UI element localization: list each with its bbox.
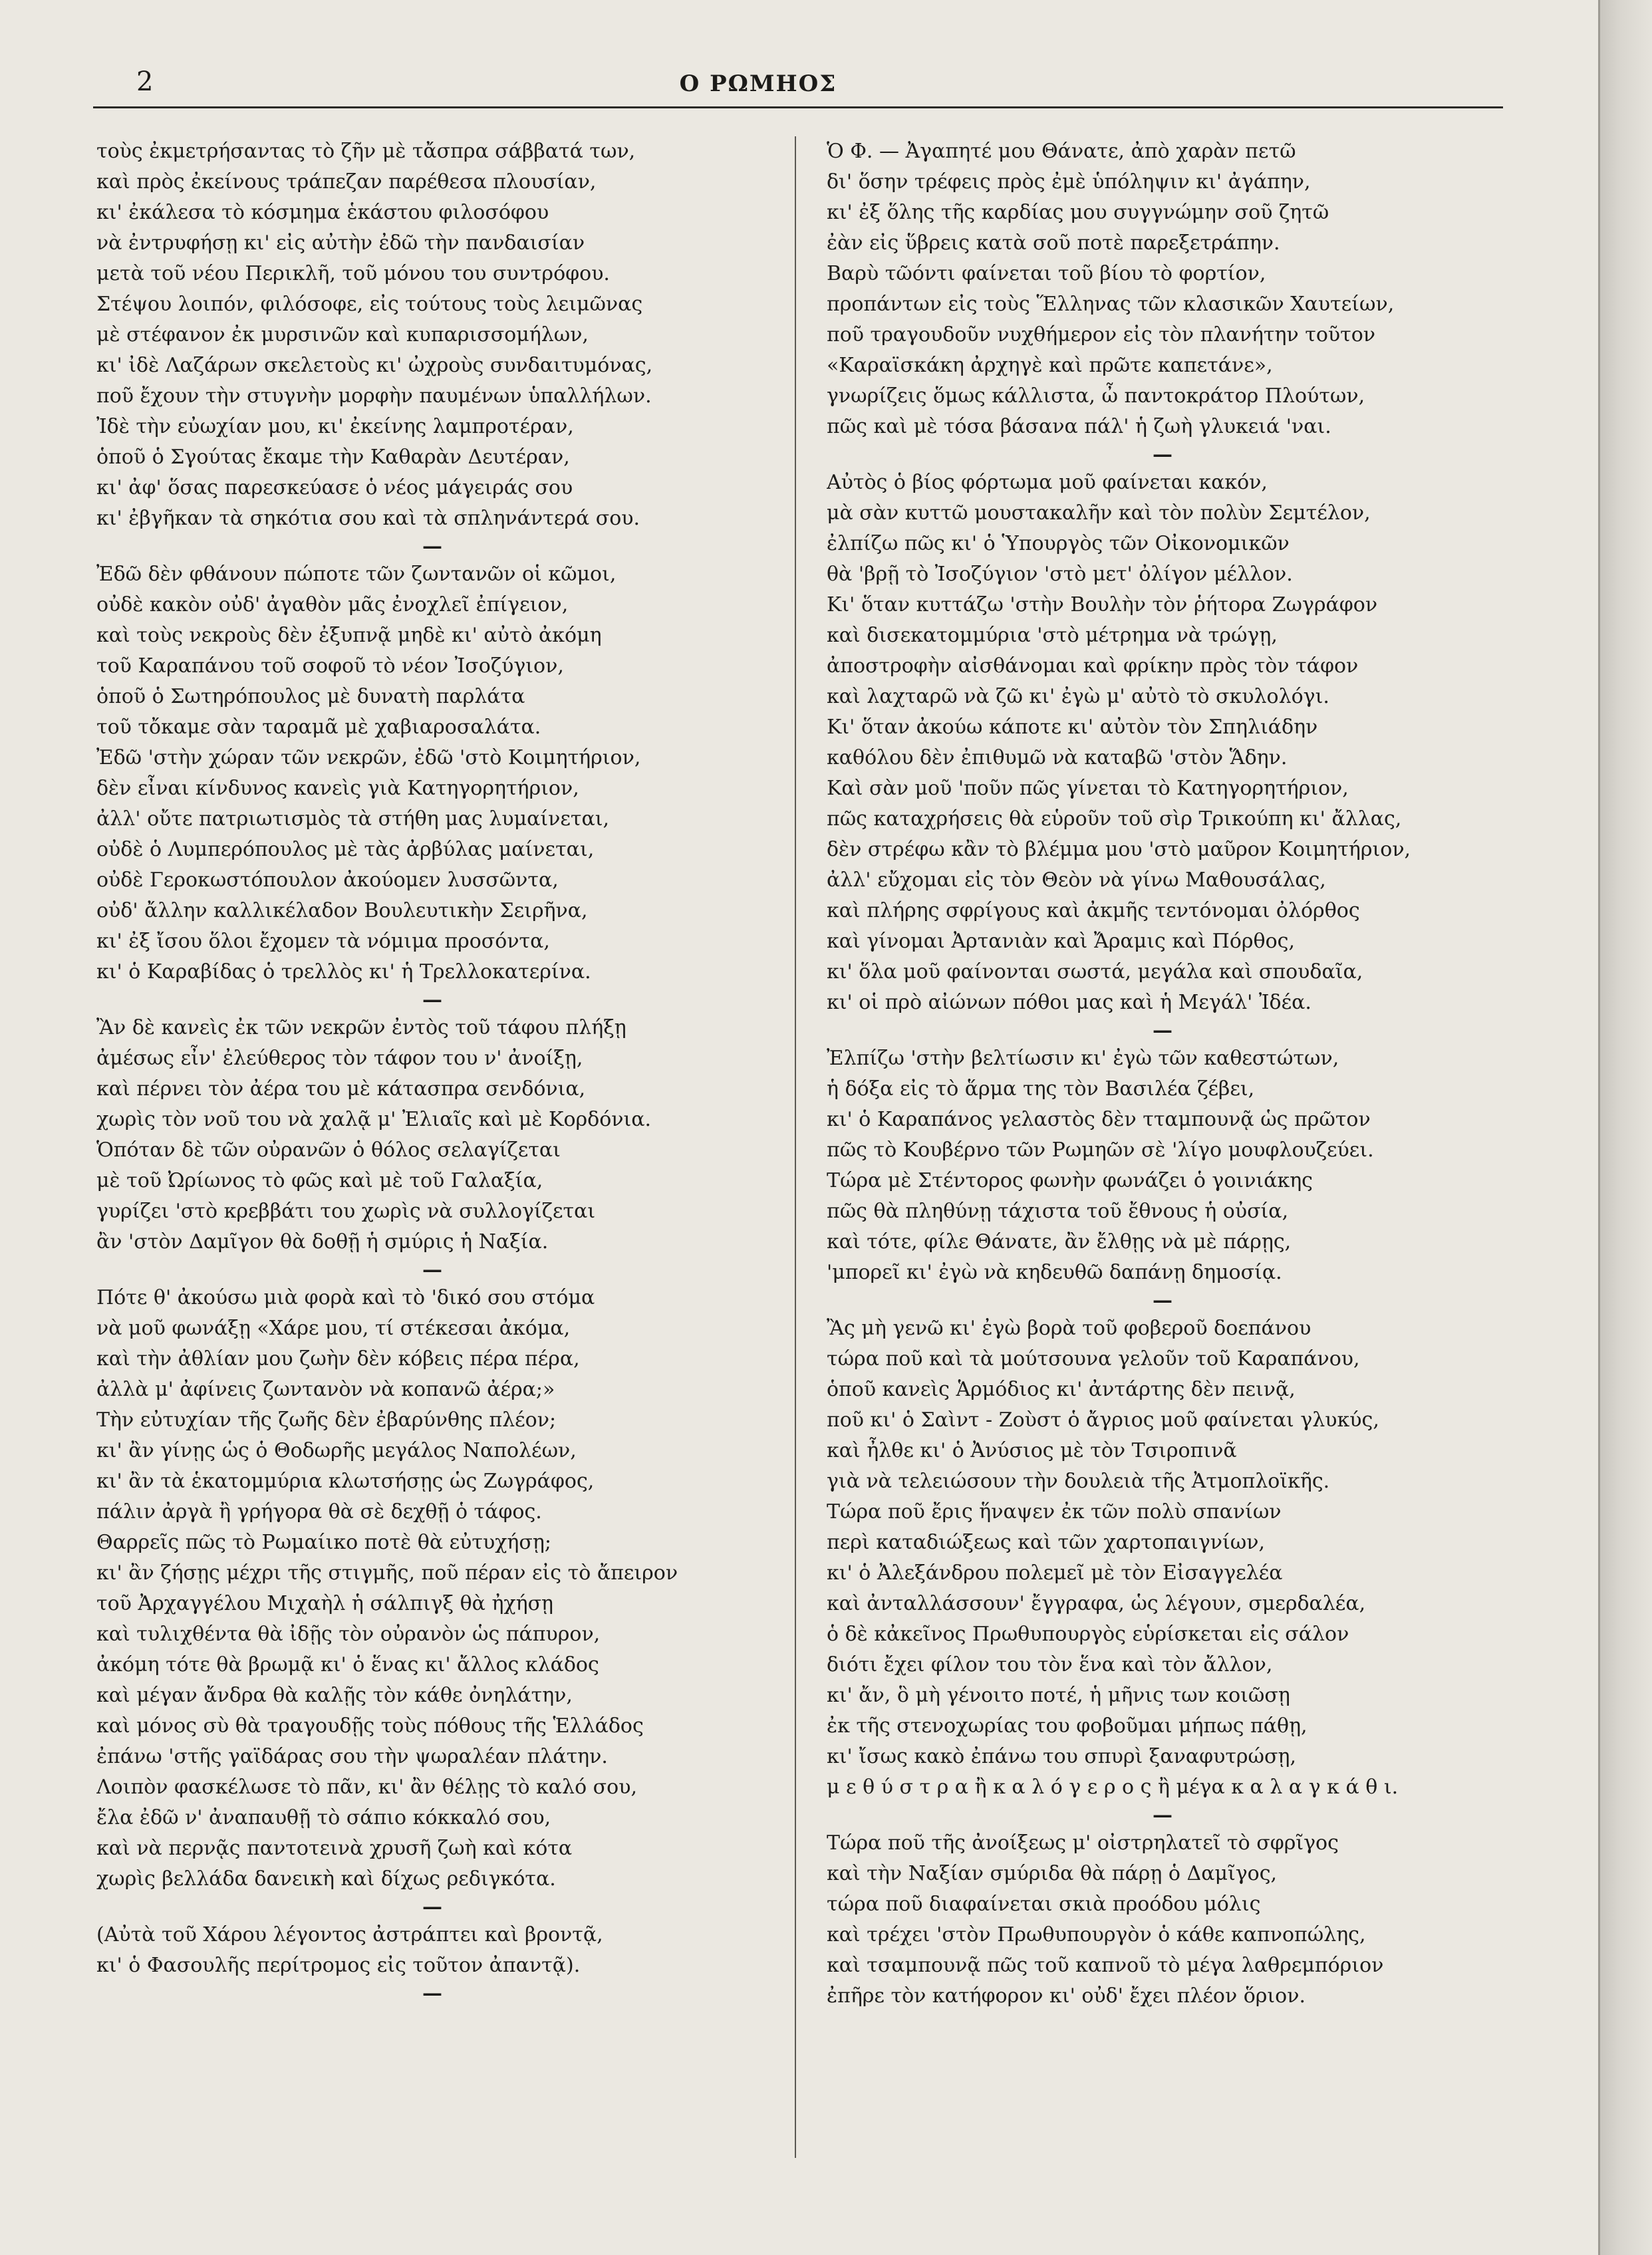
- verse-line: νὰ μοῦ φωνάξῃ «Χάρε μου, τί στέκεσαι ἀκόμα,: [96, 1317, 571, 1340]
- verse-line: τοὺς ἐκμετρήσαντας τὸ ζῆν μὲ τἄσπρα σάββατά των,: [96, 140, 636, 163]
- verse-line: καθόλου δὲν ἐπιθυμῶ νὰ καταβῶ 'στὸν Ἅδην.: [827, 746, 1288, 769]
- verse-line: ἐλπίζω πῶς κι' ὁ Ὑπουργὸς τῶν Οἰκονομικῶν: [827, 532, 1290, 555]
- verse-line: πῶς τὸ Κουβέρνο τῶν Ρωμηῶν σὲ 'λίγο μουφλουζεύει.: [827, 1138, 1374, 1162]
- verse-line: καὶ μόνος σὺ θὰ τραγουδῇς τοὺς πόθους τῆς Ἑλλάδος: [96, 1714, 644, 1738]
- verse-line: καὶ δισεκατομμύρια 'στὸ μέτρημα νὰ τρώγῃ,: [827, 624, 1278, 647]
- verse-line: κι' ἐβγῆκαν τὰ σηκότια σου καὶ τὰ σπληνάντερά σου.: [96, 507, 640, 530]
- verse-line: Λοιπὸν φασκέλωσε τὸ πᾶν, κι' ἂν θέλῃς τὸ καλό σου,: [96, 1776, 637, 1799]
- verse-line: Κι' ὅταν ἀκούω κάποτε κι' αὐτὸν τὸν Σπηλιάδην: [827, 716, 1318, 739]
- verse-line: ἐπῆρε τὸν κατήφορον κι' οὐδ' ἔχει πλέον ὅριον.: [827, 1984, 1306, 2008]
- verse-line: ποῦ ἔχουν τὴν στυγνὴν μορφὴν παυμένων ὑπαλλήλων.: [96, 384, 652, 408]
- verse-line: τώρα ποῦ διαφαίνεται σκιὰ προόδου μόλις: [827, 1893, 1261, 1916]
- verse-line: Ἐδῶ 'στὴν χώραν τῶν νεκρῶν, ἐδῶ 'στὸ Κοιμητήριον,: [96, 746, 641, 769]
- verse-line: καὶ λαχταρῶ νὰ ζῶ κι' ἐγὼ μ' αὐτὸ τὸ σκυλολόγι.: [827, 685, 1329, 708]
- verse-line: περὶ καταδιώξεως καὶ τῶν χαρτοπαιγνίων,: [827, 1531, 1265, 1554]
- verse-line: οὐδὲ Γεροκωστόπουλον ἀκούομεν λυσσῶντα,: [96, 868, 559, 892]
- verse-line: πῶς θὰ πληθύνῃ τάχιστα τοῦ ἔθνους ἡ οὐσία,: [827, 1200, 1289, 1223]
- verse-line: τοῦ Καραπάνου τοῦ σοφοῦ τὸ νέον Ἰσοζύγιον,: [96, 654, 564, 678]
- verse-line: καὶ τσαμπουνᾷ πῶς τοῦ καπνοῦ τὸ μέγα λαθρεμπόριον: [827, 1954, 1384, 1977]
- masthead-title: Ο ΡΩΜΗΟΣ: [679, 70, 837, 97]
- verse-line: καὶ τοὺς νεκροὺς δὲν ἐξυπνᾷ μηδὲ κι' αὐτὸ ἀκόμη: [96, 624, 602, 647]
- left-column: [96, 136, 768, 2006]
- verse-line: ἡ δόξα εἰς τὸ ἅρμα της τὸν Βασιλέα ζέβει,: [827, 1077, 1255, 1101]
- verse-line: κι' ἂν τὰ ἑκατομμύρια κλωτσήσῃς ὡς Ζωγράφος,: [96, 1470, 595, 1493]
- verse-line: κι' ἂν ζήσῃς μέχρι τῆς στιγμῆς, ποῦ πέραν εἰς τὸ ἄπειρον: [96, 1561, 678, 1585]
- verse-line: ἐὰν εἰς ὕβρεις κατὰ σοῦ ποτὲ παρεξετράπην.: [827, 231, 1280, 255]
- verse-line: καὶ γίνομαι Ἀρτανιὰν καὶ Ἄραμις καὶ Πόρθος,: [827, 930, 1295, 953]
- verse-line: Τώρα μὲ Στέντορος φωνὴν φωνάζει ὁ γοινιάκης: [827, 1169, 1313, 1192]
- stanza-separator: [96, 1895, 768, 1920]
- stanza-separator: [96, 1981, 768, 2006]
- verse-line: Καὶ σὰν μοῦ 'ποῦν πῶς γίνεται τὸ Κατηγορητήριον,: [827, 777, 1349, 800]
- verse-line: ἀλλ' εὔχομαι εἰς τὸν Θεὸν νὰ γίνω Μαθουσάλας,: [827, 868, 1326, 892]
- verse-line: πάλιν ἀργὰ ἢ γρήγορα θὰ σὲ δεχθῇ ὁ τάφος.: [96, 1500, 542, 1524]
- verse-line: κι' ὁ Ἀλεξάνδρου πολεμεῖ μὲ τὸν Εἰσαγγελέα: [827, 1561, 1283, 1585]
- verse-line: Θαρρεῖς πῶς τὸ Ρωμαίικο ποτὲ θὰ εὐτυχήσῃ;: [96, 1531, 551, 1554]
- verse-line: ὁποῦ κανεὶς Ἁρμόδιος κι' ἀντάρτης δὲν πεινᾷ,: [827, 1378, 1296, 1401]
- verse-line: διότι ἔχει φίλον του τὸν ἕνα καὶ τὸν ἄλλον,: [827, 1653, 1273, 1676]
- verse-line: καὶ τότε, φίλε Θάνατε, ἂν ἔλθῃς νὰ μὲ πάρῃς,: [827, 1230, 1292, 1254]
- verse-line: Τὴν εὐτυχίαν τῆς ζωῆς δὲν ἐβαρύνθης πλέον;: [96, 1408, 557, 1432]
- verse-line: ἀκόμη τότε θὰ βρωμᾷ κι' ὁ ἕνας κι' ἄλλος κλάδος: [96, 1653, 599, 1676]
- verse-line: θὰ 'βρῇ τὸ Ἰσοζύγιον 'στὸ μετ' ὀλίγον μέλλον.: [827, 563, 1293, 586]
- verse-line: κι' ἐκάλεσα τὸ κόσμημα ἑκάστου φιλοσόφου: [96, 201, 549, 224]
- header-rule: [93, 106, 1503, 108]
- verse-line: κι' ἐξ ἴσου ὅλοι ἔχομεν τὰ νόμιμα προσόντα,: [96, 930, 550, 953]
- verse-line: Αὐτὸς ὁ βίος φόρτωμα μοῦ φαίνεται κακόν,: [827, 471, 1268, 494]
- verse-line: 'μπορεῖ κι' ἐγὼ νὰ κηδευθῶ δαπάνῃ δημοσίᾳ.: [827, 1261, 1282, 1284]
- stanza-separator: [827, 1288, 1498, 1313]
- verse-line: οὐδὲ κακὸν οὐδ' ἀγαθὸν μᾶς ἐνοχλεῖ ἐπίγειον,: [96, 593, 569, 616]
- verse-line: γυρίζει 'στὸ κρεββάτι του χωρὶς νὰ συλλογίζεται: [96, 1200, 596, 1223]
- verse-line: Ἰδὲ τὴν εὐωχίαν μου, κι' ἐκείνης λαμπροτέραν,: [96, 415, 574, 438]
- verse-line: χωρὶς τὸν νοῦ του νὰ χαλᾷ μ' Ἐλιαῖς καὶ μὲ Κορδόνια.: [96, 1108, 652, 1131]
- verse-line: κι' ὁ Καραβίδας ὁ τρελλὸς κι' ἡ Τρελλοκατερίνα.: [96, 960, 591, 984]
- page-edge-shadow: [1598, 0, 1652, 2255]
- verse-line: καὶ ἦλθε κι' ὁ Ἀνύσιος μὲ τὸν Τσιροπινᾶ: [827, 1439, 1237, 1462]
- verse-line: προπάντων εἰς τοὺς Ἕλληνας τῶν κλασικῶν Χαυτείων,: [827, 293, 1395, 316]
- stanza-separator: [96, 534, 768, 559]
- verse-line: Ἂν δὲ κανεὶς ἐκ τῶν νεκρῶν ἐντὸς τοῦ τάφου πλήξῃ: [96, 1016, 626, 1039]
- verse-line: ἀλλὰ μ' ἀφίνεις ζωντανὸν νὰ κοπανῶ ἀέρα;»: [96, 1378, 555, 1401]
- verse-line: ἀμέσως εἶν' ἐλεύθερος τὸν τάφον του ν' ἀνοίξῃ,: [96, 1047, 583, 1070]
- verse-line: ὁποῦ ὁ Σγούτας ἔκαμε τὴν Καθαρὰν Δευτέραν,: [96, 446, 570, 469]
- verse-line: καὶ τὴν ἀθλίαν μου ζωὴν δὲν κόβεις πέρα πέρα,: [96, 1347, 580, 1371]
- verse-line: Ἐλπίζω 'στὴν βελτίωσιν κι' ἐγὼ τῶν καθεστώτων,: [827, 1047, 1339, 1070]
- verse-line: τοῦ τὄκαμε σὰν ταραμᾶ μὲ χαβιαροσαλάτα.: [96, 716, 541, 739]
- verse-line: καὶ νὰ περνᾷς παντοτεινὰ χρυσῆ ζωὴ καὶ κότα: [96, 1837, 573, 1860]
- column-divider: [795, 136, 796, 2158]
- verse-line: ποῦ κι' ὁ Σαὶντ - Ζοὺστ ὁ ἄγριος μοῦ φαίνεται γλυκύς,: [827, 1408, 1379, 1432]
- verse-line: καὶ τρέχει 'στὸν Πρωθυπουργὸν ὁ κάθε καπνοπώλης,: [827, 1923, 1366, 1946]
- verse-line: μὲ στέφανον ἐκ μυρσινῶν καὶ κυπαρισσομήλων,: [96, 323, 589, 346]
- verse-line: οὐδ' ἄλλην καλλικέλαδον Βουλευτικὴν Σειρῆνα,: [96, 899, 588, 922]
- verse-line: καὶ τυλιχθέντα θὰ ἰδῇς τὸν οὐρανὸν ὡς πάπυρον,: [96, 1623, 601, 1646]
- verse-line: καὶ μέγαν ἄνδρα θὰ καλῇς τὸν κάθε ὀνηλάτην,: [96, 1684, 573, 1707]
- verse-line: κι' ἐξ ὅλης τῆς καρδίας μου συγγνώμην σοῦ ζητῶ: [827, 201, 1329, 224]
- verse-line: γνωρίζεις ὅμως κάλλιστα, ὦ παντοκράτορ Πλούτων,: [827, 384, 1365, 408]
- verse-line: καὶ τὴν Ναξίαν σμύριδα θὰ πάρῃ ὁ Δαμῖγος,: [827, 1862, 1278, 1885]
- verse-line: καὶ πρὸς ἐκείνους τράπεζαν παρέθεσα πλουσίαν,: [96, 170, 597, 194]
- verse-line: πῶς καταχρήσεις θὰ εὑροῦν τοῦ σὶρ Τρικούπη κι' ἄλλας,: [827, 807, 1402, 831]
- verse-line: ἀποστροφὴν αἰσθάνομαι καὶ φρίκην πρὸς τὸν τάφον: [827, 654, 1359, 678]
- verse-line: οὐδὲ ὁ Λυμπερόπουλος μὲ τὰς ἀρβύλας μαίνεται,: [96, 838, 595, 861]
- verse-line: κι' ἄν, ὃ μὴ γένοιτο ποτέ, ἡ μῆνις των κοιῶσῃ: [827, 1684, 1290, 1707]
- verse-line: Ὁ Φ. — Ἀγαπητέ μου Θάνατε, ἀπὸ χαρὰν πετῶ: [827, 140, 1296, 163]
- verse-line: τοῦ Ἀρχαγγέλου Μιχαὴλ ἡ σάλπιγξ θὰ ἠχήσῃ: [96, 1592, 554, 1615]
- verse-line: (Αὐτὰ τοῦ Χάρου λέγοντος ἀστράπτει καὶ βροντᾷ,: [96, 1923, 603, 1946]
- stanza-separator: [96, 988, 768, 1013]
- verse-line: ὁποῦ ὁ Σωτηρόπουλος μὲ δυνατὴ παρλάτα: [96, 685, 525, 708]
- verse-line: μ ε θ ύ σ τ ρ α ἢ κ α λ ό γ ε ρ ο ς ἢ μέγα κ α λ α γ κ ά θ ι.: [827, 1776, 1399, 1799]
- verse-line: ἔλα ἐδῶ ν' ἀναπαυθῇ τὸ σάπιο κόκκαλό σου,: [96, 1806, 551, 1829]
- verse-line: «Καραϊσκάκη ἀρχηγὲ καὶ πρῶτε καπετάνε»,: [827, 354, 1273, 377]
- verse-line: ἐπάνω 'στῆς γαϊδάρας σου τὴν ψωραλέαν πλάτην.: [96, 1745, 608, 1768]
- verse-line: καὶ ἀνταλλάσσουν' ἔγγραφα, ὡς λέγουν, σμερδαλέα,: [827, 1592, 1366, 1615]
- verse-line: Κι' ὅταν κυττάζω 'στὴν Βουλὴν τὸν ῥήτορα Ζωγράφον: [827, 593, 1378, 616]
- verse-line: ἂν 'στὸν Δαμῖγον θὰ δοθῇ ἡ σμύρις ἡ Ναξία.: [96, 1230, 549, 1254]
- stanza-separator: [827, 1018, 1498, 1043]
- verse-line: κι' ὁ Καραπάνος γελαστὸς δὲν τταμπουνᾷ ὡς πρῶτον: [827, 1108, 1371, 1131]
- verse-line: μὲ τοῦ Ὠρίωνος τὸ φῶς καὶ μὲ τοῦ Γαλαξία,: [96, 1169, 543, 1192]
- verse-line: Τώρα ποῦ τῆς ἀνοίξεως μ' οἰστρηλατεῖ τὸ σφρῖγος: [827, 1831, 1339, 1855]
- verse-line: καὶ πλήρης σφρίγους καὶ ἀκμῆς τεντόνομαι ὀλόρθος: [827, 899, 1360, 922]
- verse-line: κι' ὅλα μοῦ φαίνονται σωστά, μεγάλα καὶ σπουδαῖα,: [827, 960, 1363, 984]
- verse-line: καὶ πέρνει τὸν ἀέρα του μὲ κάτασπρα σενδόνια,: [96, 1077, 586, 1101]
- verse-line: Βαρὺ τῶόντι φαίνεται τοῦ βίου τὸ φορτίον,: [827, 262, 1266, 285]
- stanza-separator: [827, 1803, 1498, 1828]
- verse-line: ἀλλ' οὔτε πατριωτισμὸς τὰ στήθη μας λυμαίνεται,: [96, 807, 610, 831]
- verse-line: δὲν στρέφω κἂν τὸ βλέμμα μου 'στὸ μαῦρον Κοιμητήριον,: [827, 838, 1411, 861]
- right-column: [827, 136, 1498, 2012]
- verse-line: νὰ ἐντρυφήσῃ κι' εἰς αὐτὴν ἐδῶ τὴν πανδαισίαν: [96, 231, 585, 255]
- verse-line: Τώρα ποῦ ἔρις ἥναψεν ἐκ τῶν πολὺ σπανίων: [827, 1500, 1282, 1524]
- verse-line: μὰ σὰν κυττῶ μουστακαλῆν καὶ τὸν πολὺν Σεμτέλον,: [827, 501, 1371, 525]
- verse-line: Ὁπόταν δὲ τῶν οὐρανῶν ὁ θόλος σελαγίζεται: [96, 1138, 561, 1162]
- verse-line: μετὰ τοῦ νέου Περικλῆ, τοῦ μόνου του συντρόφου.: [96, 262, 610, 285]
- verse-line: ἐκ τῆς στενοχωρίας του φοβοῦμαι μήπως πάθῃ,: [827, 1714, 1308, 1738]
- stanza-separator: [96, 1258, 768, 1283]
- verse-line: κι' ὁ Φασουλῆς περίτρομος εἰς τοῦτον ἀπαντᾷ).: [96, 1954, 581, 1977]
- verse-line: χωρὶς βελλάδα δανεικὴ καὶ δίχως ρεδιγκότα.: [96, 1867, 556, 1891]
- verse-line: Ἐδῶ δὲν φθάνουν πώποτε τῶν ζωντανῶν οἱ κῶμοι,: [96, 563, 617, 586]
- verse-line: κι' οἱ πρὸ αἰώνων πόθοι μας καὶ ἡ Μεγάλ' Ἰδέα.: [827, 991, 1311, 1014]
- verse-line: Στέψου λοιπόν, φιλόσοφε, εἰς τούτους τοὺς λειμῶνας: [96, 293, 643, 316]
- verse-line: κι' ἀφ' ὅσας παρεσκεύασε ὁ νέος μάγειράς σου: [96, 476, 573, 499]
- verse-line: ὁ δὲ κἀκεῖνος Πρωθυπουργὸς εὑρίσκεται εἰς σάλον: [827, 1623, 1349, 1646]
- verse-line: πῶς καὶ μὲ τόσα βάσανα πάλ' ἡ ζωὴ γλυκειά 'ναι.: [827, 415, 1331, 438]
- verse-line: Ἂς μὴ γενῶ κι' ἐγὼ βορὰ τοῦ φοβεροῦ δοεπάνου: [827, 1317, 1311, 1340]
- verse-line: κι' ἰδὲ Λαζάρων σκελετοὺς κι' ὠχροὺς συνδαιτυμόνας,: [96, 354, 653, 377]
- verse-line: τώρα ποῦ καὶ τὰ μούτσουνα γελοῦν τοῦ Καραπάνου,: [827, 1347, 1360, 1371]
- verse-line: κι' ἂν γίνῃς ὡς ὁ Θοδωρῆς μεγάλος Ναπολέων,: [96, 1439, 577, 1462]
- verse-line: δὲν εἶναι κίνδυνος κανεὶς γιὰ Κατηγορητήριον,: [96, 777, 579, 800]
- verse-line: δι' ὅσην τρέφεις πρὸς ἐμὲ ὑπόληψιν κι' ἀγάπην,: [827, 170, 1311, 194]
- verse-line: γιὰ νὰ τελειώσουν τὴν δουλειὰ τῆς Ἀτμοπλοϊκῆς.: [827, 1470, 1330, 1493]
- verse-line: ποῦ τραγουδοῦν νυχθήμερον εἰς τὸν πλανήτην τοῦτον: [827, 323, 1376, 346]
- verse-line: Πότε θ' ἀκούσω μιὰ φορὰ καὶ τὸ 'δικό σου στόμα: [96, 1286, 595, 1309]
- page-number: 2: [136, 66, 154, 97]
- stanza-separator: [827, 442, 1498, 467]
- verse-line: κι' ἴσως κακὸ ἐπάνω του σπυρὶ ξαναφυτρώσῃ,: [827, 1745, 1297, 1768]
